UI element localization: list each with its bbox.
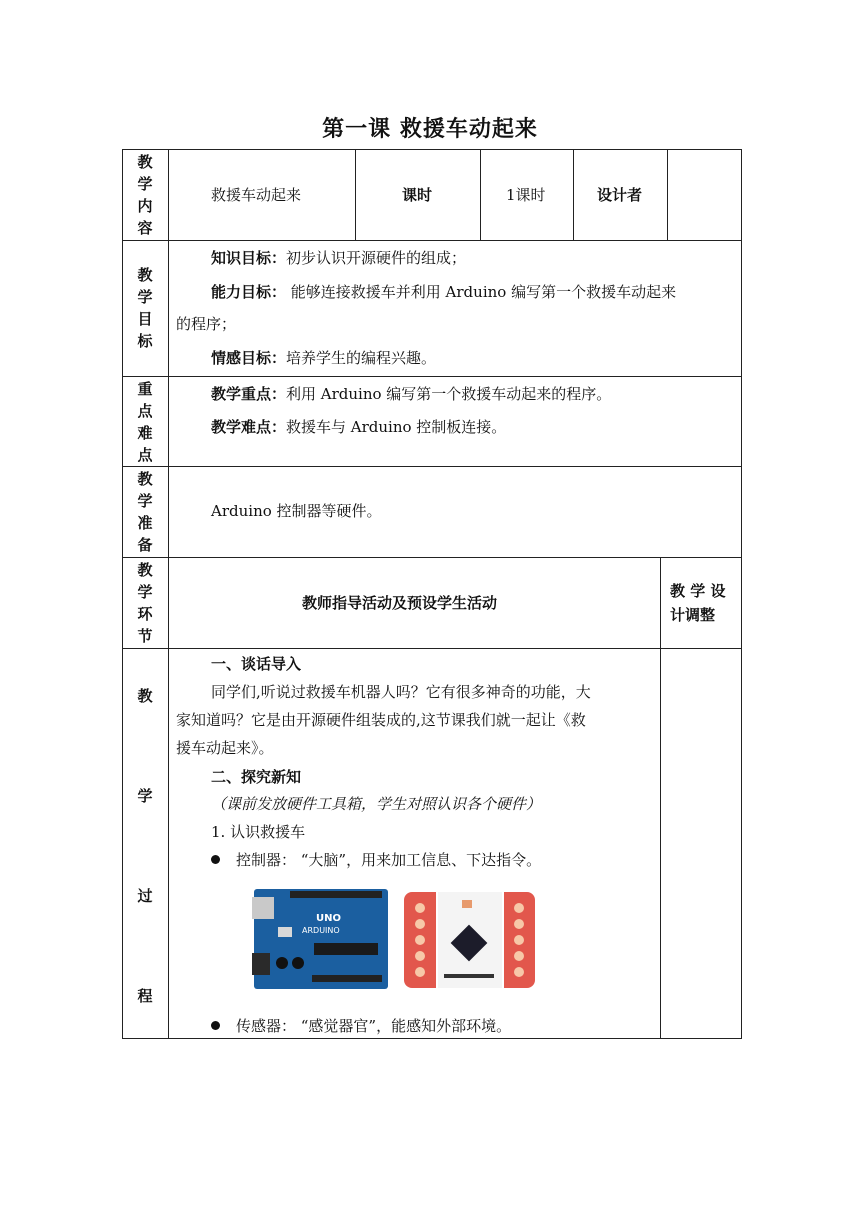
board-label-arduino: ARDUINO [302,926,340,935]
section-1-line-2: 家知道吗？它是由开源硬件组装成的,这节课我们就一起让《救 [176,711,586,729]
key-point-text: 利用 Arduino 编写第一个救援车动起来的程序。 [286,385,612,403]
table-border [667,149,668,240]
label-char: 教 [137,266,153,284]
difficult-point-label: 教学难点： [211,418,287,436]
key-point-label: 教学重点： [211,385,287,403]
section-2-title: 二、探究新知 [211,768,302,786]
table-border [122,466,742,467]
goal-emotion [211,344,436,373]
bullet-sensor-text: 传感器： “感觉器官”，能感知外部环境。 [236,1017,512,1035]
label-char: 标 [137,332,153,350]
prep-text: Arduino 控制器等硬件。 [211,502,382,520]
goal-ability-cont: 的程序； [176,315,237,333]
row-label-process-1: 教 [137,687,153,705]
label-char: 教 [137,470,153,488]
goal-knowledge-text: 初步认识开源硬件的组成； [286,249,467,267]
designer-label: 设计者 [597,186,643,204]
label-char: 难 [137,424,153,442]
goal-knowledge-label: 知识目标： [211,249,287,267]
table-border [168,149,169,1039]
table-border [480,149,481,240]
label-char: 点 [137,402,153,420]
section-1-line-1: 同学们,听说过救援车机器人吗？它有很多神奇的功能，大 [211,683,591,701]
label-char: 目 [137,310,153,328]
label-char: 教 [137,561,153,579]
bullet-controller-text: 控制器： “大脑”，用来加工信息、下达指令。 [236,851,542,869]
table-border [741,149,742,1039]
label-char: 环 [137,605,153,623]
label-char: 学 [137,492,153,510]
label-char: 内 [137,197,153,215]
label-char: 节 [137,627,153,645]
section-2-note: （课前发放硬件工具箱，学生对照认识各个硬件） [211,795,542,813]
goal-emotion-text: 培养学生的编程兴趣。 [286,349,437,367]
label-char: 备 [137,536,153,554]
item-1: 1. 认识救援车 [211,823,306,841]
label-char: 学 [137,288,153,306]
board-label-uno: UNO [316,913,341,924]
period-label: 课时 [402,186,433,204]
content-value: 救援车动起来 [211,186,302,204]
section-1-line-3: 援车动起来》。 [176,739,274,757]
adjust-header-2: 计调整 [670,606,716,624]
difficult-point [211,413,506,442]
goal-ability [211,278,676,307]
row-label-stage [131,559,159,647]
goal-ability-text: 能够连接救援车并利用 Arduino 编写第一个救援车动起来 [286,283,677,301]
table-border [122,149,123,1039]
bullet-sensor [211,1012,511,1041]
label-char: 容 [137,219,153,237]
row-label-key [131,378,159,466]
activity-header: 教师指导活动及预设学生活动 [302,594,498,612]
row-label-process-3: 过 [137,887,153,905]
label-char: 学 [137,175,153,193]
arduino-uno-image [252,887,390,991]
section-1-title: 一、谈话导入 [211,655,302,673]
period-value: 1课时 [506,186,546,204]
row-label-content [131,151,159,239]
goal-ability-label: 能力目标： [211,283,287,301]
bullet-controller [211,846,541,875]
table-border [573,149,574,240]
goal-knowledge [211,244,466,273]
label-char: 教 [137,153,153,171]
table-border [122,149,742,150]
key-point [211,380,611,409]
label-char: 点 [137,446,153,464]
label-char: 重 [137,380,153,398]
adjust-header-1: 教 学 设 [670,582,726,600]
goal-emotion-label: 情感目标： [211,349,287,367]
controller-board-image [404,888,535,992]
table-border [122,240,742,241]
row-label-prep [131,468,159,556]
row-label-process-2: 学 [137,787,153,805]
label-char: 学 [137,583,153,601]
table-border [122,648,742,649]
bullet-dot [211,1021,220,1030]
table-border [660,557,661,1039]
row-label-goals [131,264,159,352]
table-border [122,557,742,558]
page-title: 第一课 救援车动起来 [322,117,538,142]
table-border [355,149,356,240]
bullet-dot [211,855,220,864]
difficult-point-text: 救援车与 Arduino 控制板连接。 [286,418,507,436]
row-label-process-4: 程 [137,987,153,1005]
label-char: 准 [137,514,153,532]
table-border [122,376,742,377]
